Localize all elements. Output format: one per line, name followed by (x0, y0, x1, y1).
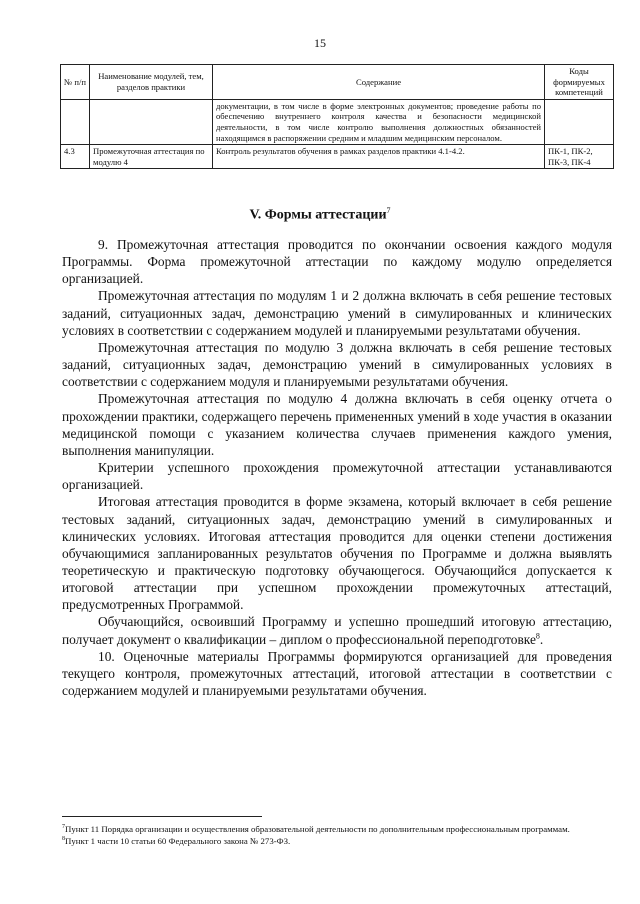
footnote-text: Пункт 11 Порядка организации и осуществления образовательной деятельности по дополнительным профессиональным программам. (65, 824, 570, 834)
program-table (60, 64, 614, 169)
table-row (61, 145, 614, 169)
paragraph (62, 287, 612, 338)
paragraph (62, 390, 612, 459)
cell-codes (545, 99, 614, 144)
paragraph (62, 459, 612, 493)
paragraph-text: Промежуточная аттестация по модулю 3 должна включать в себя решение тестовых заданий, ситуационных задач, демонстрацию умений в симулированных условиях в соответствии с содержанием модуля и планируемыми результатами обучения. (62, 339, 612, 390)
header-name: Наименование модулей, тем, разделов практики (90, 65, 213, 100)
page-number: 15 (314, 36, 326, 50)
footnote-text: Пункт 1 части 10 статьи 60 Федерального закона № 273-ФЗ. (65, 835, 291, 846)
footnote (62, 824, 612, 836)
cell-num (61, 99, 90, 144)
paragraph-text: Промежуточная аттестация по модулю 4 должна включать в себя оценку отчета о прохождении практики, содержащего перечень примененных умений в ходе участия в оказании медицинской помощи с указанием количества случаев применения каждого умения, выполнения манипуляции. (62, 391, 612, 458)
paragraph-text: 9. Промежуточная аттестация проводится по окончании освоения каждого модуля Программы. Форма промежуточной аттестации по каждому модулю определяется организацией. (62, 237, 612, 287)
cell-content: документации, в том числе в форме электронных документов; проведение работы по обеспечению внутреннего контроля качества и безопасности медицинской деятельности, в том числе контролю выполнения должностных обязанностей находящимся в распоряжении средним и младшим медицинским персоналом. (213, 99, 545, 144)
paragraph-text: Промежуточная аттестация по модулям 1 и 2 должна включать в себя решение тестовых заданий, ситуационных задач, демонстрацию умений в симулированных и клинических условиях в соответствии с содержанием модулей и планируемыми результатами обучения. (62, 288, 612, 338)
footnote (62, 836, 612, 848)
section-title (0, 206, 640, 224)
cell-name: Промежуточная аттестация по модулю 4 (90, 145, 213, 169)
section-title-text: V. Формы аттестации (249, 207, 387, 223)
paragraph (62, 613, 612, 647)
cell-name (90, 99, 213, 144)
header-codes: Коды формируемых компетенций (545, 65, 614, 100)
footnotes (62, 824, 612, 847)
table-row (61, 99, 614, 144)
header-num: № п/п (61, 65, 90, 100)
paragraph-text: Обучающийся, освоивший Программу и успешно прошедший итоговую аттестацию, получает документ о квалификации – диплом о профессиональной переподготовке (62, 614, 612, 647)
footnote-divider (62, 816, 262, 817)
paragraph-text: 10. Оценочные материалы Программы формируются организацией для проведения текущего контроля, промежуточных аттестаций, итоговой аттестации в соответствии с содержанием модулей и планируемыми результатами обучения. (62, 648, 612, 699)
paragraph (62, 493, 612, 613)
footnote-ref: 8 (535, 631, 540, 641)
footnote-mark: 8 (62, 835, 65, 842)
cell-codes: ПК-1, ПК-2, ПК-3, ПК-4 (545, 145, 614, 169)
footnote-mark: 7 (62, 824, 65, 831)
header-content: Содержание (213, 65, 545, 100)
paragraph (62, 648, 612, 699)
cell-num: 4.3 (61, 145, 90, 169)
paragraph (62, 339, 612, 390)
paragraph-text: Итоговая аттестация проводится в форме экзамена, который включает в себя решение тестовых заданий, ситуационных задач, демонстрацию умений в симулированных и клинических условиях. Итоговая аттестация проводится для оценки степени достижения обучающимися запланированных результатов обучения по Программе и должна выявлять теоретическую и практическую подготовку обучающегося. Обучающийся допускается к итоговой аттестации при успешном прохождении промежуточных аттестаций, предусмотренных Программой. (62, 494, 612, 613)
body-text (62, 236, 612, 699)
paragraph (62, 236, 612, 287)
table-header-row (61, 65, 614, 100)
paragraph-tail: . (539, 631, 544, 647)
footnote-ref: 7 (386, 206, 391, 215)
cell-content: Контроль результатов обучения в рамках разделов практики 4.1-4.2. (213, 145, 545, 169)
paragraph-text: Критерии успешного прохождения промежуточной аттестации устанавливаются организацией. (62, 460, 612, 493)
